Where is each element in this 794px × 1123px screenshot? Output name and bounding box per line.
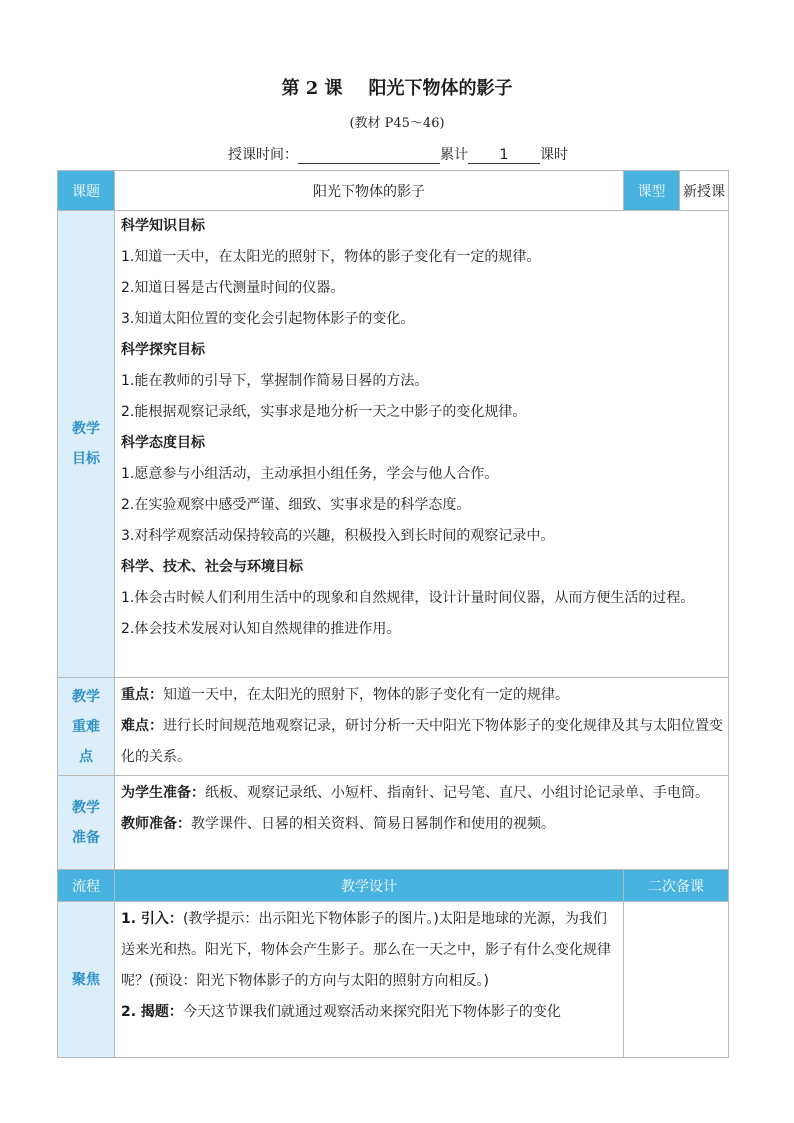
key-points-label-1: 教学 <box>72 688 100 705</box>
total-label: 累计 <box>440 147 468 163</box>
goals-row <box>58 211 729 678</box>
difficulty-text: 进行长时间规范地观察记录，研讨分析一天中阳光下物体影子的变化规律及其与太阳位置变化的关系。 <box>121 718 723 765</box>
key-points-row <box>58 678 729 776</box>
preparation-label-1: 教学 <box>72 799 100 816</box>
stse-item: 1.体会古时候人们利用生活中的现象和自然规律，设计计量时间仪器，从而方便生活的过程。 <box>121 590 695 606</box>
type-label: 课型 <box>624 171 680 211</box>
lesson-title: 阳光下物体的影子 <box>368 78 513 99</box>
knowledge-item: 2.知道日晷是古代测量时间的仪器。 <box>121 280 345 296</box>
lesson-title-line <box>0 74 794 100</box>
teaching-time-line <box>228 144 568 164</box>
focus-row <box>58 902 729 1058</box>
goals-label-2: 目标 <box>72 451 100 467</box>
focus-point <box>121 680 724 711</box>
key-points-label <box>58 678 115 776</box>
lesson-plan-table <box>57 170 729 1058</box>
process-col-design: 教学设计 <box>115 870 624 902</box>
teacher-prep <box>121 809 724 840</box>
attitude-title: 科学态度目标 <box>121 435 205 451</box>
intro-label: 1. 引入： <box>121 911 183 927</box>
goals-content <box>115 211 729 678</box>
student-prep-label: 为学生准备： <box>121 785 205 801</box>
knowledge-title: 科学知识目标 <box>121 218 205 234</box>
inquiry-title: 科学探究目标 <box>121 342 205 358</box>
type-value: 新授课 <box>680 171 729 211</box>
focus-label: 重点： <box>121 687 163 703</box>
preparation-label <box>58 776 115 870</box>
intro-text: (教学提示：出示阳光下物体影子的图片。)太阳是地球的光源，为我们送来光和热。阳光下，物体会产生影子。那么在一天之中，影子有什么变化规律呢？(预设：阳光下物体影子的方向与太阳的照射方向相反。) <box>121 911 611 989</box>
student-prep <box>121 778 724 809</box>
focus-stage-label: 聚焦 <box>58 902 115 1058</box>
teacher-prep-label: 教师准备： <box>121 816 191 832</box>
process-header-row <box>58 870 729 902</box>
student-prep-text: 纸板、观察记录纸、小短杆、指南针、记号笔、直尺、小组讨论记录单、手电筒。 <box>205 785 709 801</box>
period-label: 课时 <box>540 147 568 163</box>
goals-label-1: 教学 <box>72 421 100 437</box>
preparation-label-2: 准备 <box>72 829 100 846</box>
stse-item: 2.体会技术发展对认知自然规律的推进作用。 <box>121 621 401 637</box>
key-points-content <box>115 678 729 776</box>
preparation-row <box>58 776 729 870</box>
goals-label <box>58 211 115 678</box>
knowledge-item: 3.知道太阳位置的变化会引起物体影子的变化。 <box>121 311 415 327</box>
inquiry-item: 2.能根据观察记录纸，实事求是地分析一天之中影子的变化规律。 <box>121 404 527 420</box>
focus-content <box>115 902 624 1058</box>
attitude-item: 2.在实验观察中感受严谨、细致、实事求是的科学态度。 <box>121 497 471 513</box>
attitude-item: 3.对科学观察活动保持较高的兴趣，积极投入到长时间的观察记录中。 <box>121 528 555 544</box>
reveal-text: 今天这节课我们就通过观察活动来探究阳光下物体影子的变化 <box>182 1004 561 1020</box>
key-points-label-2: 重难 <box>72 718 100 735</box>
reveal-paragraph <box>121 997 619 1028</box>
focus-text: 知道一天中，在太阳光的照射下，物体的影子变化有一定的规律。 <box>163 687 569 703</box>
process-col-secondary: 二次备课 <box>624 870 729 902</box>
topic-value: 阳光下物体的影子 <box>115 171 624 211</box>
total-value: 1 <box>468 147 540 164</box>
teacher-prep-text: 教学课件、日晷的相关资料、简易日晷制作和使用的视频。 <box>191 816 555 832</box>
inquiry-item: 1.能在教师的引导下，掌握制作简易日晷的方法。 <box>121 373 429 389</box>
knowledge-item: 1.知道一天中，在太阳光的照射下，物体的影子变化有一定的规律。 <box>121 249 541 265</box>
topic-label: 课题 <box>58 171 115 211</box>
process-col-flow: 流程 <box>58 870 115 902</box>
intro-paragraph <box>121 904 619 997</box>
key-points-label-3: 点 <box>79 748 93 765</box>
topic-row <box>58 171 729 211</box>
difficulty-point <box>121 711 724 773</box>
time-label: 授课时间： <box>228 147 298 163</box>
reveal-label: 2. 揭题： <box>121 1004 183 1020</box>
attitude-item: 1.愿意参与小组活动，主动承担小组任务，学会与他人合作。 <box>121 466 499 482</box>
difficulty-label: 难点： <box>121 718 163 734</box>
time-blank <box>298 147 440 164</box>
preparation-content <box>115 776 729 870</box>
stse-title: 科学、技术、社会与环境目标 <box>121 559 303 575</box>
textbook-reference: (教材 P45～46) <box>349 116 445 131</box>
secondary-notes-cell[interactable] <box>624 902 729 1058</box>
lesson-number: 第 2 课 <box>281 78 343 99</box>
